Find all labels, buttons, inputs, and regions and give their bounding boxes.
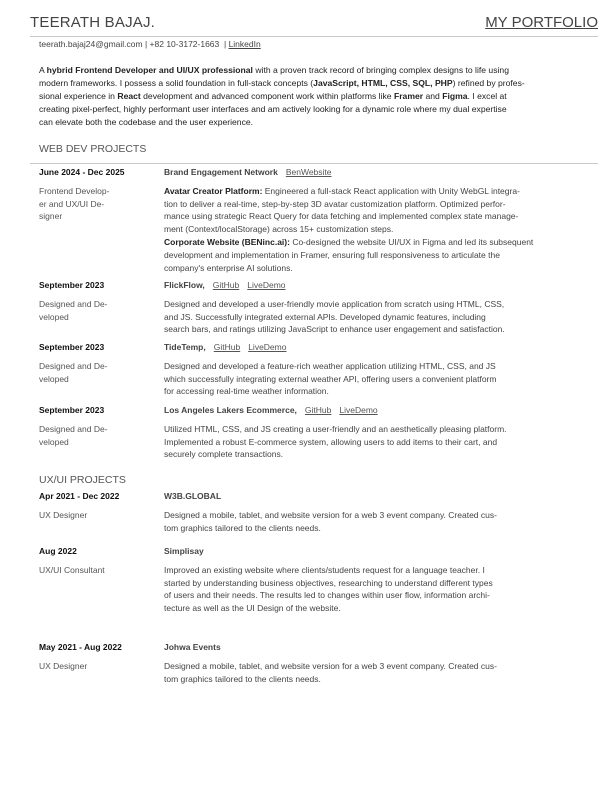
project-entry [39, 166, 599, 274]
project-entry [39, 341, 599, 398]
entry-title: Brand Engagement Network [164, 167, 278, 177]
text-line [164, 249, 599, 262]
text-line [164, 564, 599, 577]
text-line [164, 423, 599, 436]
entry-title: Simplisay [164, 546, 204, 556]
entry-description [164, 509, 599, 535]
text-segment: tion to deliver a real-time, step-by-step 3D avatar customization platform. Optimized perfor- [164, 198, 506, 209]
bold-text: hybrid Frontend Developer and UI/UX professional [46, 65, 253, 75]
entry-role [39, 660, 164, 686]
text-segment: ment (Context/localStorage) across 15+ customization steps. [164, 224, 394, 235]
text-line [39, 90, 599, 103]
entry-header [39, 166, 599, 179]
text-line [164, 223, 599, 236]
project-link-github[interactable]: GitHub [213, 342, 241, 352]
entry-role [39, 564, 164, 615]
text-segment: can elevate both the codebase and the user experience. [39, 117, 254, 127]
text-segment: Designed and developed a user-friendly movie application from scratch using HTML, CSS, [164, 298, 505, 309]
section-divider [30, 163, 598, 164]
entry-role [39, 509, 164, 535]
entry-title: Johwa Events [164, 642, 221, 652]
phone: +82 10-3172-1663 [149, 39, 220, 49]
text-segment: for accessing real-time weather information. [164, 386, 329, 397]
text-line [39, 77, 599, 90]
project-entry [39, 641, 599, 685]
entry-body [39, 292, 599, 336]
entry-date: September 2023 [39, 342, 105, 352]
text-segment: which successfully integrating external weather API, offering users a convenient platform [164, 373, 497, 384]
role-line: signer [39, 211, 63, 222]
text-segment: development and implementation in Framer, ensuring full responsiveness to articulate the [164, 249, 500, 260]
text-line [164, 602, 599, 615]
entry-body [39, 503, 599, 535]
role-line: Designed and De- [39, 298, 108, 309]
entry-header [39, 545, 599, 558]
text-segment: with a proven track record of bringing complex designs to life using [252, 65, 509, 75]
bold-text: Corporate Website (BENinc.ai): [164, 236, 290, 247]
text-segment: ) refined by profes- [452, 78, 525, 88]
text-segment: tom graphics tailored to the clients needs. [164, 522, 321, 533]
text-segment: modern frameworks. I possess a solid foundation in full-stack concepts ( [39, 78, 314, 88]
text-line [39, 116, 599, 129]
entry-role [39, 298, 164, 336]
candidate-name: TEERATH BAJAJ. [30, 14, 156, 31]
linkedin-link[interactable]: LinkedIn [228, 39, 261, 49]
entry-header [39, 641, 599, 654]
entry-role [39, 360, 164, 398]
entry-date: June 2024 - Dec 2025 [39, 167, 125, 177]
text-segment: . I excel at [467, 91, 507, 101]
text-line [164, 360, 599, 373]
text-segment: Engineered a full-stack React application with Unity WebGL integra- [262, 185, 520, 196]
text-line [39, 64, 599, 77]
entry-date: September 2023 [39, 405, 105, 415]
entry-header [39, 279, 599, 292]
entry-role [39, 185, 164, 275]
entry-title: TideTemp, [164, 342, 206, 352]
project-link-livedemo[interactable]: LiveDemo [339, 405, 378, 415]
bold-text: JavaScript, HTML, CSS, SQL, PHP [313, 78, 453, 88]
entry-title-line [164, 490, 599, 503]
summary [39, 64, 599, 129]
header-divider [30, 36, 598, 37]
entry-body [39, 558, 599, 615]
project-link-benwebsite[interactable]: BenWebsite [285, 167, 332, 177]
project-entry [39, 404, 599, 461]
entry-description [164, 423, 599, 461]
entry-title-line [164, 166, 599, 179]
text-line [39, 103, 599, 116]
text-line [164, 448, 599, 461]
entry-header [39, 490, 599, 503]
project-link-livedemo[interactable]: LiveDemo [248, 342, 287, 352]
text-segment: sional experience in [39, 91, 118, 101]
text-line [164, 673, 599, 686]
text-segment: company's enterprise AI solutions. [164, 262, 293, 273]
entry-body [39, 417, 599, 461]
text-line [164, 323, 599, 336]
text-segment: tom graphics tailored to the clients needs. [164, 673, 321, 684]
role-line: UX Designer [39, 660, 88, 671]
entry-title: W3B.GLOBAL [164, 491, 222, 501]
text-segment: development and advanced component work within platforms like [140, 91, 394, 101]
text-line [164, 522, 599, 535]
entry-description [164, 660, 599, 686]
text-segment: Designed a mobile, tablet, and website version for a web 3 event company. Created cus- [164, 660, 497, 671]
bold-text: Framer [393, 91, 424, 101]
text-line [164, 210, 599, 223]
role-line: er and UX/UI De- [39, 198, 105, 209]
entry-date: Apr 2021 - Dec 2022 [39, 491, 120, 501]
entry-body [39, 654, 599, 686]
role-line: veloped [39, 373, 69, 384]
text-line [164, 262, 599, 275]
project-entry [39, 545, 599, 615]
entry-role [39, 423, 164, 461]
text-segment: creating pixel-perfect, highly performant user interfaces and am actively looking for a dynamic role where my dual expertise [39, 104, 507, 114]
section-title-web-dev: WEB DEV PROJECTS [39, 143, 147, 155]
entry-header [39, 404, 599, 417]
text-segment: Co-designed the website UI/UX in Figma and led its subsequent [289, 236, 534, 247]
bold-text: Avatar Creator Platform: [164, 185, 263, 196]
entry-title-line [164, 279, 599, 292]
text-segment: Implemented a robust E-commerce system, allowing users to add items to their cart, and [164, 436, 498, 447]
entry-description [164, 185, 599, 275]
role-line: UX/UI Consultant [39, 564, 105, 575]
entry-description [164, 298, 599, 336]
entry-title: FlickFlow, [164, 280, 205, 290]
text-segment: started by understanding business objectives, researching to understand different types [164, 577, 493, 588]
text-segment: mance using strategic React Query for data fetching and implemented complex state manage- [164, 211, 519, 222]
text-line [164, 236, 599, 249]
text-segment: and [423, 91, 443, 101]
contact-line [39, 39, 261, 49]
role-line: veloped [39, 436, 69, 447]
role-line: Designed and De- [39, 360, 108, 371]
entry-title: Los Angeles Lakers Ecommerce, [164, 405, 297, 415]
text-line [164, 589, 599, 602]
portfolio-link[interactable]: MY PORTFOLIO [485, 14, 598, 31]
entry-title-line [164, 341, 599, 354]
text-segment: A [39, 65, 47, 75]
text-line [164, 577, 599, 590]
project-entry [39, 490, 599, 534]
text-line [164, 385, 599, 398]
text-line [164, 509, 599, 522]
entry-date: Aug 2022 [39, 546, 77, 556]
text-segment: Designed a mobile, tablet, and website version for a web 3 event company. Created cus- [164, 509, 497, 520]
text-line [164, 373, 599, 386]
role-line: UX Designer [39, 509, 88, 520]
project-entry [39, 279, 599, 336]
text-segment: and JS. Successfully integrated external APIs. Developed dynamic features, including [164, 311, 486, 322]
project-link-github[interactable]: GitHub [212, 280, 240, 290]
bold-text: Figma [442, 91, 468, 101]
text-segment: of users and their needs. The results led to changes within user flow, information archi- [164, 590, 490, 601]
entry-date: September 2023 [39, 280, 105, 290]
text-segment: tecture as well as the UI Design of the website. [164, 603, 341, 614]
email[interactable]: teerath.bajaj24@gmail.com [39, 39, 143, 49]
entry-title-line [164, 641, 599, 654]
separator: | [142, 39, 150, 49]
entry-date: May 2021 - Aug 2022 [39, 642, 122, 652]
text-line [164, 436, 599, 449]
bold-text: React [117, 91, 141, 101]
separator: | [219, 39, 229, 49]
entry-body [39, 354, 599, 398]
entry-title-line [164, 545, 599, 558]
text-segment: securely complete transactions. [164, 449, 284, 460]
section-title-ux-ui: UX/UI PROJECTS [39, 474, 126, 486]
role-line: veloped [39, 311, 69, 322]
entry-description [164, 564, 599, 615]
entry-title-line [164, 404, 599, 417]
text-line [164, 311, 599, 324]
text-line [164, 298, 599, 311]
text-segment: search bars, and ratings utilizing JavaScript to enhance user engagement and satisfaction. [164, 324, 505, 335]
text-segment: Designed and developed a feature-rich weather application utilizing HTML, CSS, and JS [164, 360, 496, 371]
text-segment: Improved an existing website where clients/students request for a language teacher. I [164, 564, 485, 575]
entry-header [39, 341, 599, 354]
project-link-livedemo[interactable]: LiveDemo [247, 280, 286, 290]
role-line: Designed and De- [39, 423, 108, 434]
text-line [164, 185, 599, 198]
text-line [164, 660, 599, 673]
text-line [164, 198, 599, 211]
entry-body [39, 179, 599, 275]
role-line: Frontend Develop- [39, 185, 110, 196]
text-segment: Utilized HTML, CSS, and JS creating a user-friendly and an aesthetically pleasing platform. [164, 423, 507, 434]
entry-description [164, 360, 599, 398]
project-link-github[interactable]: GitHub [304, 405, 332, 415]
